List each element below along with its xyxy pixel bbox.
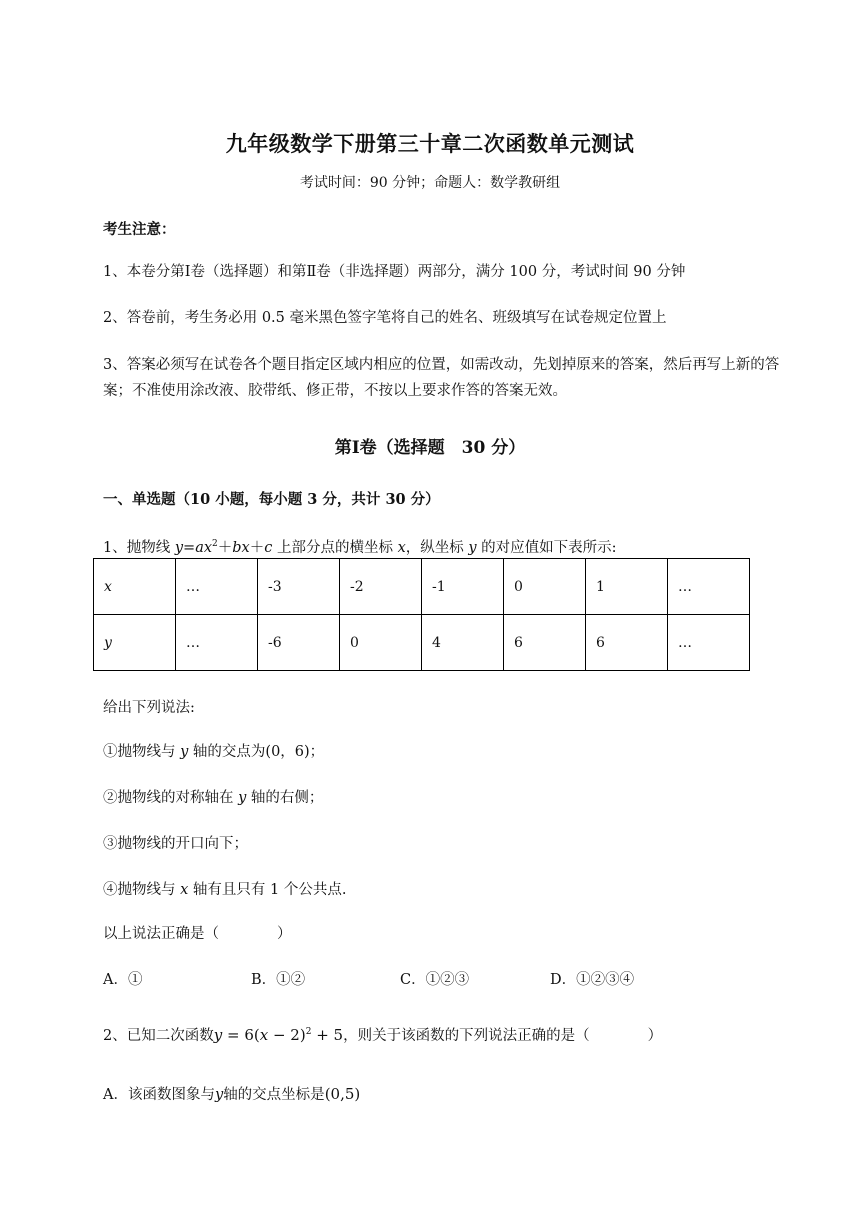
q1-statement-1 — [103, 740, 324, 764]
question-2-stem — [103, 1020, 662, 1048]
statement-text: ②抛物线的对称轴在 — [103, 790, 239, 806]
notice-item-2: 2、答卷前，考生务必用 0.5 毫米黑色签字笔将自己的姓名、班级填写在试卷规定位置上 — [103, 310, 667, 326]
table-cell: x — [94, 559, 176, 615]
q1-eq-ax: ax — [195, 540, 213, 556]
table-cell: … — [176, 615, 258, 671]
notice-item-1: 1、本卷分第Ⅰ卷（选择题）和第Ⅱ卷（非选择题）两部分，满分 100 分，考试时间 90 分钟 — [103, 264, 686, 280]
page-subtitle: 考试时间：90 分钟；命题人：数学教研组 — [299, 175, 561, 191]
q1-eq-y: y — [174, 540, 184, 556]
q1-mid2: ，纵坐标 — [405, 540, 469, 556]
formula-part: − 2) — [268, 1026, 306, 1044]
q1-eq-plus1: ＋ — [217, 540, 233, 556]
table-cell: -6 — [258, 615, 340, 671]
q2-formula — [214, 1026, 343, 1044]
statement-text: 轴的交点为(0，6)； — [188, 744, 325, 760]
statement-var: y — [238, 790, 247, 806]
q1-mid1: 上部分点的横坐标 — [272, 540, 398, 556]
statement-text: ③抛物线的开口向下； — [103, 836, 248, 852]
q1-eq-eq: = — [183, 540, 196, 556]
formula-x: x — [259, 1026, 269, 1044]
q1-statement-2 — [103, 786, 323, 810]
formula-y: y — [213, 1026, 223, 1044]
table-cell: … — [176, 559, 258, 615]
table-cell: 0 — [504, 559, 586, 615]
q1-ask: 以上说法正确是（ ） — [103, 926, 292, 942]
q2-suffix: ，则关于该函数的下列说法正确的是（ ） — [343, 1028, 663, 1044]
q1-eq-plus2: ＋ — [249, 540, 265, 556]
formula-sup: 2 — [305, 1027, 312, 1037]
q1-statement-3 — [103, 832, 248, 856]
q2-option-a[interactable] — [103, 1082, 360, 1107]
q2-option-a-point: (0,5) — [324, 1085, 361, 1103]
option-b[interactable]: B．①② — [251, 972, 306, 988]
table-cell: y — [94, 615, 176, 671]
table-cell: … — [668, 559, 750, 615]
q1-prefix: 1、抛物线 — [103, 540, 175, 556]
value-table — [93, 558, 750, 671]
formula-part: = 6( — [222, 1026, 260, 1044]
table-row-y — [94, 615, 750, 671]
table-cell: 6 — [504, 615, 586, 671]
table-cell: 1 — [586, 559, 668, 615]
question-1-stem — [103, 532, 617, 560]
table-cell: -2 — [340, 559, 422, 615]
statement-var: x — [180, 882, 189, 898]
formula-part: + 5 — [311, 1026, 344, 1044]
statement-text: 轴有且只有 1 个公共点. — [188, 882, 347, 898]
statement-text: 轴的右侧； — [246, 790, 324, 806]
page-title: 九年级数学下册第三十章二次函数单元测试 — [225, 131, 635, 156]
statement-text: ①抛物线与 — [103, 744, 181, 760]
q2-option-a-prefix: A．该函数图象与 — [103, 1087, 215, 1103]
statement-text: ④抛物线与 — [103, 882, 181, 898]
q1-var-y: y — [468, 540, 477, 556]
table-cell: 6 — [586, 615, 668, 671]
notice-item-3: 3、答案必须写在试卷各个题目指定区域内相应的位置，如需改动，先划掉原来的答案，然后再写上新的答案；不准使用涂改液、胶带纸、修正带，不按以上要求作答的答案无效。 — [103, 357, 780, 399]
option-c[interactable]: C．①②③ — [400, 972, 470, 988]
q2-prefix: 2、已知二次函数 — [103, 1028, 214, 1044]
table-cell: -3 — [258, 559, 340, 615]
q2-option-a-var: y — [214, 1087, 224, 1103]
table-cell: 4 — [422, 615, 504, 671]
q2-option-a-mid: 轴的交点坐标是 — [223, 1087, 325, 1103]
table-row-x — [94, 559, 750, 615]
table-cell: 0 — [340, 615, 422, 671]
q1-suffix: 的对应值如下表所示: — [476, 540, 617, 556]
notice-heading: 考生注意： — [103, 221, 176, 238]
q1-var-x: x — [397, 540, 406, 556]
part-heading: 一、单选题（10 小题，每小题 3 分，共计 30 分） — [103, 491, 440, 508]
option-a[interactable]: A．① — [103, 972, 143, 988]
q1-statement-4 — [103, 878, 346, 902]
table-cell: … — [668, 615, 750, 671]
q1-eq-sup: 2 — [212, 539, 218, 549]
section-title: 第Ⅰ卷（选择题 30 分） — [334, 438, 526, 458]
option-d[interactable]: D．①②③④ — [550, 972, 635, 988]
q1-eq-c: c — [264, 540, 273, 556]
q1-eq-bx: bx — [232, 540, 250, 556]
statement-var: y — [180, 744, 189, 760]
q1-intro: 给出下列说法: — [103, 700, 195, 716]
table-cell: -1 — [422, 559, 504, 615]
